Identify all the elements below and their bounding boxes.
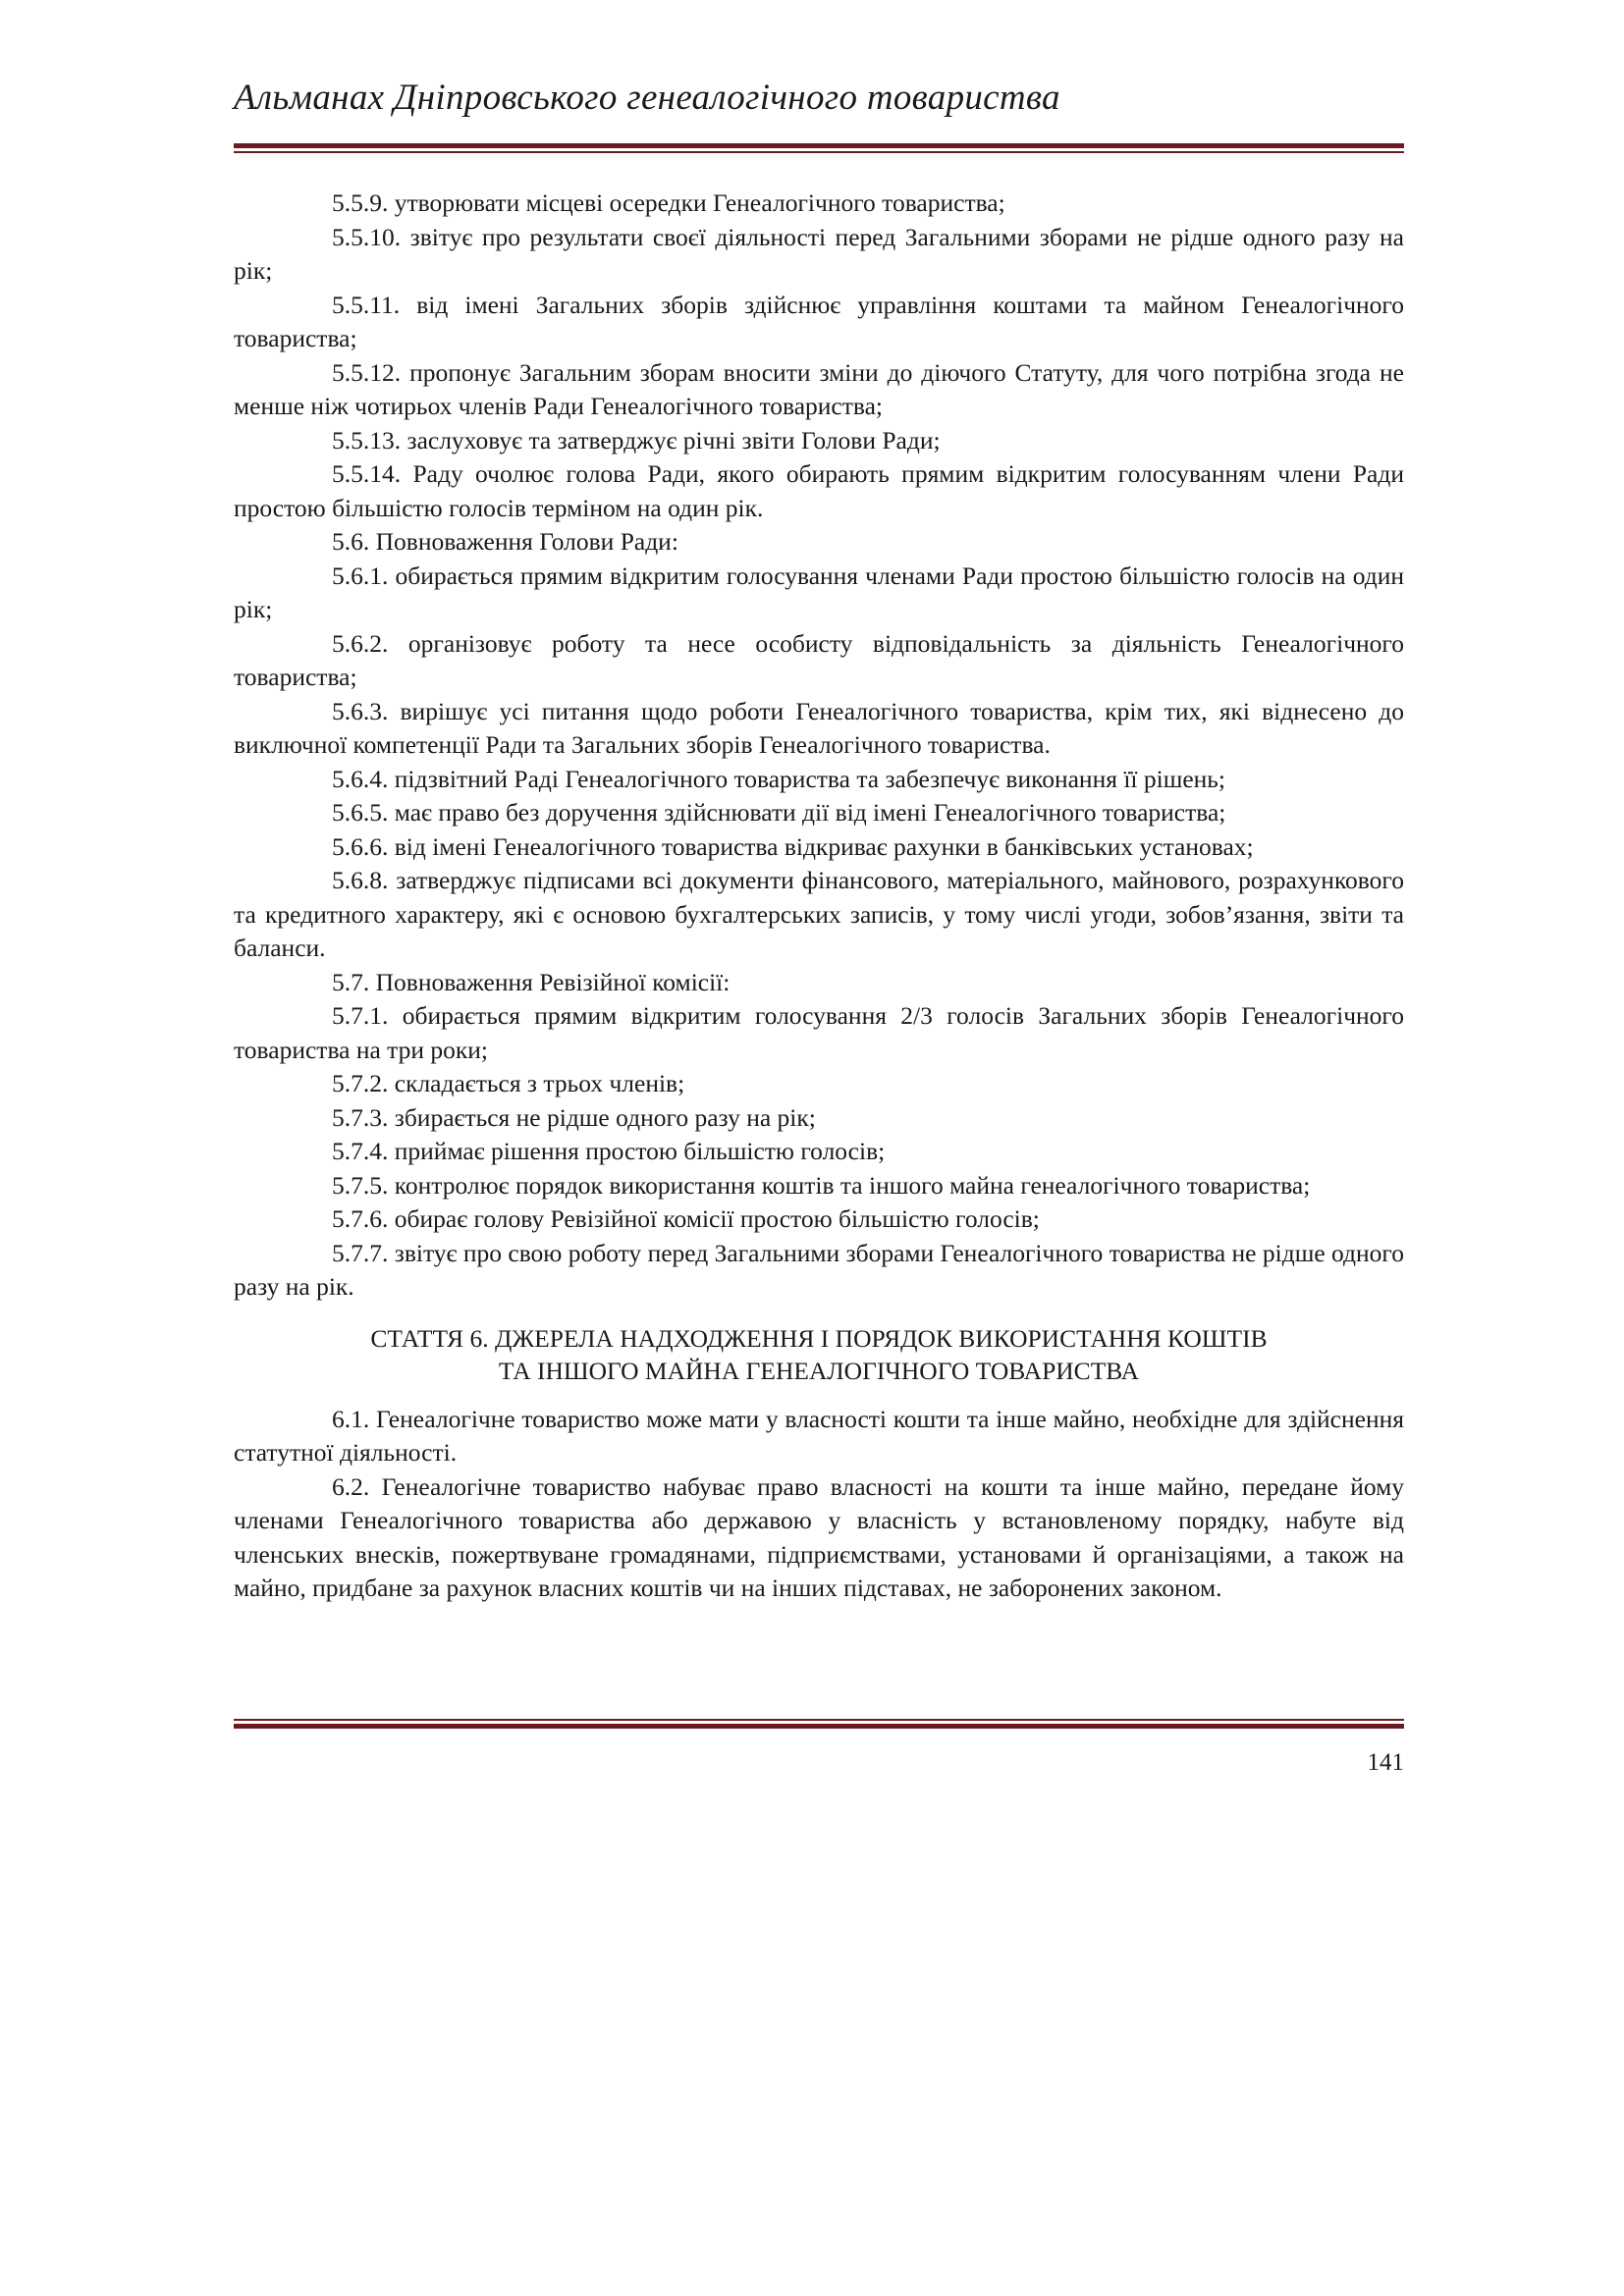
header-rule-thin [234,151,1404,153]
paragraph-5-6: 5.6. Повноваження Голови Ради: [332,527,678,556]
header-rule [234,143,1404,153]
paragraph-5-6-8: 5.6.8. затверджує підписами всі документи фінансового, матеріального, майнового, розрахункового та кредитного характеру, які є основою бухгалтерських записів, у тому числі угоди, зобов’язання, звіти та баланси. [234,866,1404,962]
paragraph-5-7-5: 5.7.5. контролює порядок використання коштів та іншого майна генеалогічного товариства; [332,1170,1311,1200]
page-number: 141 [1367,1749,1404,1776]
article-6-heading [234,1322,1404,1387]
paragraph-5-6-3: 5.6.3. вирішує усі питання щодо роботи Генеалогічного товариства, крім тих, які віднесено до виключної компетенції Ради та Загальних зборів Генеалогічного товариства. [234,696,1404,759]
paragraph-6-2: 6.2. Генеалогічне товариство набуває право власності на кошти та інше майно, передане йому членами Генеалогічного товариства або державою у власність у встановленому порядку, набуте від членських внесків, пожертвуване громадянами, підприємствами, установами й організаціями, а також на майно, придбане за рахунок власних коштів чи на інших підставах, не заборонених законом. [234,1471,1404,1602]
paragraph-5-5-14: 5.5.14. Раду очолює голова Ради, якого обирають прямим відкритим голосуванням члени Ради простою більшістю голосів терміном на один рік. [234,459,1404,522]
paragraph-5-5-12: 5.5.12. пропонує Загальним зборам вносити зміни до діючого Статуту, для чого потрібна згода не менше ніж чотирьох членів Ради Генеалогічного товариства; [234,357,1404,420]
paragraph-5-7-1: 5.7.1. обирається прямим відкритим голосування 2/3 голосів Загальних зборів Генеалогічного товариства на три роки; [234,1001,1404,1064]
page-body [234,187,1404,1606]
footer-rule-thick [234,1724,1404,1729]
paragraph-5-7-6: 5.7.6. обирає голову Ревізійної комісії простою більшістю голосів; [332,1204,1040,1233]
paragraph-5-6-4: 5.6.4. підзвітний Раді Генеалогічного товариства та забезпечує виконання її рішень; [332,764,1226,793]
paragraph-5-6-5: 5.6.5. має право без доручення здійснювати дії від імені Генеалогічного товариства; [332,798,1226,827]
running-title: Альманах Дніпровського генеалогічного товариства [234,78,1060,118]
paragraph-5-7-3: 5.7.3. збирається не рідше одного разу на рік; [332,1102,816,1132]
paragraph-5-7-2: 5.7.2. складається з трьох членів; [332,1069,685,1097]
footer-rule [234,1719,1404,1729]
article-heading-line-1: СТАТТЯ 6. ДЖЕРЕЛА НАДХОДЖЕННЯ І ПОРЯДОК ВИКОРИСТАННЯ КОШТІВ [370,1323,1268,1353]
paragraph-5-5-10: 5.5.10. звітує про результати своєї діяльності перед Загальними зборами не рідше одного разу на рік; [234,222,1404,285]
paragraph-5-6-6: 5.6.6. від імені Генеалогічного товариства відкриває рахунки в банківських установах; [332,831,1254,861]
paragraph-5-5-11: 5.5.11. від імені Загальних зборів здійснює управління коштами та майном Генеалогічного товариства; [234,290,1404,352]
paragraph-5-5-9: 5.5.9. утворювати місцеві осередки Генеалогічного товариства; [332,188,1005,217]
article-heading-line-2: ТА ІНШОГО МАЙНА ГЕНЕАЛОГІЧНОГО ТОВАРИСТВА [498,1356,1140,1385]
paragraph-5-6-1: 5.6.1. обирається прямим відкритим голосування членами Ради простою більшістю голосів на один рік; [234,561,1404,623]
paragraph-5-7: 5.7. Повноваження Ревізійної комісії: [332,967,731,996]
paragraph-6-1: 6.1. Генеалогічне товариство може мати у власності кошти та інше майно, необхідне для здійснення статутної діяльності. [234,1404,1404,1467]
paragraph-5-6-2: 5.6.2. організовує роботу та несе особисту відповідальність за діяльність Генеалогічного товариства; [234,628,1404,691]
paragraph-5-5-13: 5.5.13. заслуховує та затверджує річні звіти Голови Ради; [332,425,941,454]
paragraph-5-7-7: 5.7.7. звітує про свою роботу перед Загальними зборами Генеалогічного товариства не рідше одного разу на рік. [234,1238,1404,1301]
paragraph-5-7-4: 5.7.4. приймає рішення простою більшістю голосів; [332,1137,886,1165]
